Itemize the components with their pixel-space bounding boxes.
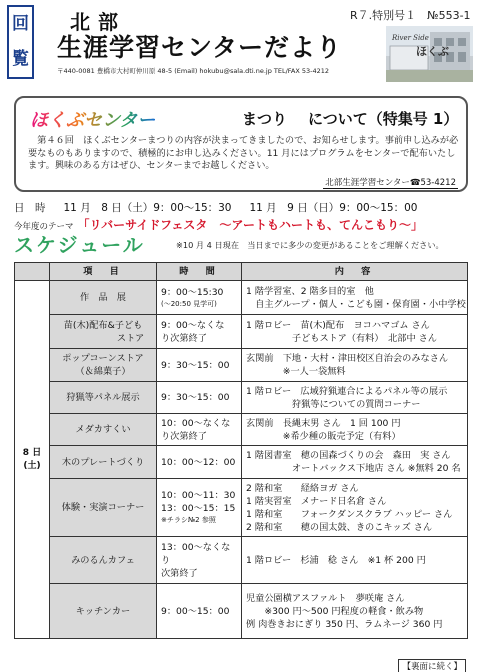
date-day1: 11 月 8 日（土）9：00～15：30 — [63, 202, 232, 214]
schedule-title: スケジュール — [14, 233, 145, 257]
center-address: 〒440-0081 豊橋市大村町仲川原 48-5 (Email) hokubu@sala.dti.ne.jp TEL/FAX 53-4212 — [57, 67, 330, 75]
table-row — [15, 414, 468, 446]
item-cell-line: ポップコーンストア — [62, 353, 144, 364]
item-cell — [50, 382, 157, 414]
item-cell — [50, 281, 157, 315]
theme-text: 「リバーサイドフェスタ ～アートもハートも、てんこもり～」 — [77, 218, 423, 232]
item-cell — [50, 479, 157, 537]
item-cell — [50, 537, 157, 584]
schedule-note: ※10 月 4 日現在 当日までに多少の変更があることをご理解ください。 — [176, 240, 444, 250]
content-cell — [242, 349, 468, 382]
time-cell-line: 10：00～12：00 — [161, 456, 236, 468]
content-cell-line: 1 階実習室 メナード日名倉 さん — [246, 495, 387, 507]
time-cell — [157, 315, 242, 349]
kairan-top-char: 回 — [12, 14, 29, 34]
table-row — [15, 537, 468, 584]
table-row — [15, 315, 468, 349]
time-cell-line: り次第終了 — [161, 430, 207, 442]
header-item: 項 目 — [50, 263, 157, 281]
building-sign-english: River Side — [392, 34, 429, 42]
time-cell — [157, 446, 242, 479]
content-cell-line: 1 階学習室、2 階多目的室 他 — [246, 285, 374, 297]
time-cell-line: 9：00～なくな — [161, 319, 225, 331]
table-row — [15, 281, 468, 315]
content-cell — [242, 537, 468, 584]
continue-label: 【裏面に続く】 — [398, 659, 466, 672]
content-cell-line: オートバックス下地店 さん ※無料 20 名 — [246, 463, 461, 474]
header-time: 時 間 — [157, 263, 242, 281]
day-weekday: (土) — [23, 460, 41, 471]
time-cell-line: 9：00～15:30 — [161, 286, 224, 298]
issue-number: R７.特別号１ №553-1 — [350, 9, 471, 22]
item-cell-line: キッチンカー — [75, 605, 131, 617]
content-cell-line: 玄関前 長縄末男 さん 1 回 100 円 — [246, 417, 401, 429]
time-cell-line: ※チラシ№2 参照 — [161, 516, 216, 524]
item-cell-line: みのるんカフェ — [71, 554, 135, 566]
festival-matsuri-label: まつり — [242, 110, 288, 128]
time-cell — [157, 382, 242, 414]
content-cell-line: 子どもストア（有料） 北部中 さん — [246, 332, 437, 344]
content-cell-line: 2 階和室 穂の国太鼓、きのこキッズ さん — [246, 521, 433, 533]
item-cell-line: メダカすくい — [75, 424, 131, 435]
content-cell-line: 児童公園横アスファルト 夢咲庵 さん — [246, 592, 405, 604]
festival-body-text: 第４６回 ほくぶセンターまつりの内容が決まってきましたので、お知らせします。事前申し込みが必要なものもありますので、積極的にお申し込みください。11 月にはプログラムをセンターで配布いたします。興味のある方はぜひ、センターまでお越しください。 — [28, 135, 459, 171]
time-cell — [157, 349, 242, 382]
time-cell — [157, 537, 242, 584]
content-cell-line: 1 階図書室 穂の国森づくりの会 森田 実 さん — [246, 450, 451, 461]
item-cell — [50, 315, 157, 349]
time-cell — [157, 281, 242, 315]
item-cell-line: 木のプレートづくり — [61, 456, 145, 468]
content-cell-line: 2 階和室 経絡ヨガ さん — [246, 482, 359, 494]
content-cell-line: 1 階ロビー 杉浦 稔 さん ※1 杯 200 円 — [246, 554, 426, 566]
time-cell — [157, 414, 242, 446]
content-cell-line: 1 階ロビー 苗(木)配布 ヨコハマゴム さん — [246, 319, 430, 331]
table-row — [15, 349, 468, 382]
content-cell-line: 狩猟等についての質問コーナー — [246, 398, 421, 410]
table-row — [15, 446, 468, 479]
content-cell — [242, 281, 468, 315]
content-cell — [242, 446, 468, 479]
content-cell-line: 自主グループ・個人・こども園・保育園・小中学校 — [246, 298, 466, 310]
dates-label: 日 時 — [14, 202, 46, 214]
schedule-table — [14, 262, 468, 639]
time-cell-line: 10：00～11：30 — [161, 490, 236, 501]
item-cell — [50, 349, 157, 382]
newsletter-title: 生涯学習センターだより — [57, 33, 343, 62]
day-label: 8 日 — [22, 447, 42, 458]
content-cell-line: 1 階ロビー 広域狩猟連合によるパネル等の展示 — [246, 385, 448, 397]
time-cell-line: (〜20:50 見学可) — [161, 299, 217, 308]
building-sign-japanese: ほくぶ — [416, 45, 449, 58]
festival-announcement — [14, 96, 468, 192]
item-cell-line: ストア — [61, 332, 145, 344]
table-row — [15, 479, 468, 537]
theme-label: 今年度のテーマ — [14, 222, 74, 232]
table-header-row — [15, 263, 468, 281]
district-name: 北部 — [70, 10, 126, 34]
content-cell-line: ※希少種の販売予定（有料） — [246, 430, 401, 442]
time-cell-line: 9：30～15：00 — [161, 392, 230, 403]
item-cell — [50, 414, 157, 446]
item-cell-line: （＆綿菓子） — [75, 366, 131, 377]
time-cell-line: 9：30～15：00 — [161, 359, 230, 371]
item-cell-line: 作 品 展 — [80, 292, 126, 303]
time-cell-line: り — [161, 554, 171, 566]
newsletter-header — [0, 0, 480, 84]
date-day2: 11 月 9 日（日）9：00～15：00 — [249, 202, 418, 214]
time-cell-line: 13：00～15：15 — [161, 503, 236, 514]
content-cell — [242, 479, 468, 537]
content-cell-line: 1 階和室 フォークダンスクラブ ハッピー さん — [246, 508, 453, 520]
content-cell-line: 玄関前 下地・大村・津田校区自治会のみなさん — [246, 353, 449, 364]
festival-contact: 北部生涯学習センター☎53-4212 — [325, 178, 456, 188]
table-row — [15, 382, 468, 414]
content-cell — [242, 315, 468, 349]
building-photo — [386, 26, 473, 82]
item-cell-line: 苗(木)配布&子ども — [63, 319, 143, 331]
content-cell — [242, 382, 468, 414]
item-cell-line: 体験・実演コーナー — [61, 502, 145, 513]
content-cell — [242, 414, 468, 446]
kairan-badge — [7, 5, 34, 79]
item-cell — [50, 584, 157, 639]
festival-about-label: について（特集号 1） — [308, 110, 459, 128]
time-cell-line: 10：00～なくな — [161, 417, 231, 429]
time-cell-line: 次第終了 — [161, 567, 198, 579]
content-cell-line: ※一人一袋無料 — [246, 366, 346, 377]
item-cell-line: 狩猟等パネル展示 — [66, 392, 140, 403]
event-dates — [14, 200, 417, 215]
content-cell-line: 例 肉巻きおにぎり 350 円、ラムネージ 360 円 — [246, 618, 443, 630]
time-cell-line: 13：00～なくな — [161, 541, 231, 553]
time-cell-line: り次第終了 — [161, 332, 207, 344]
time-cell — [157, 479, 242, 537]
item-cell — [50, 446, 157, 479]
day-cell — [15, 281, 50, 639]
time-cell-line: 9：00～15：00 — [161, 605, 230, 617]
time-cell — [157, 584, 242, 639]
content-cell — [242, 584, 468, 639]
table-row — [15, 584, 468, 639]
header-day — [15, 263, 50, 281]
festival-logo: ほくぶセンター — [30, 106, 155, 132]
kairan-bottom-char: 覧 — [12, 49, 29, 69]
header-content: 内 容 — [242, 263, 468, 281]
content-cell-line: ※300 円～500 円程度の軽食・飲み物 — [246, 605, 424, 617]
